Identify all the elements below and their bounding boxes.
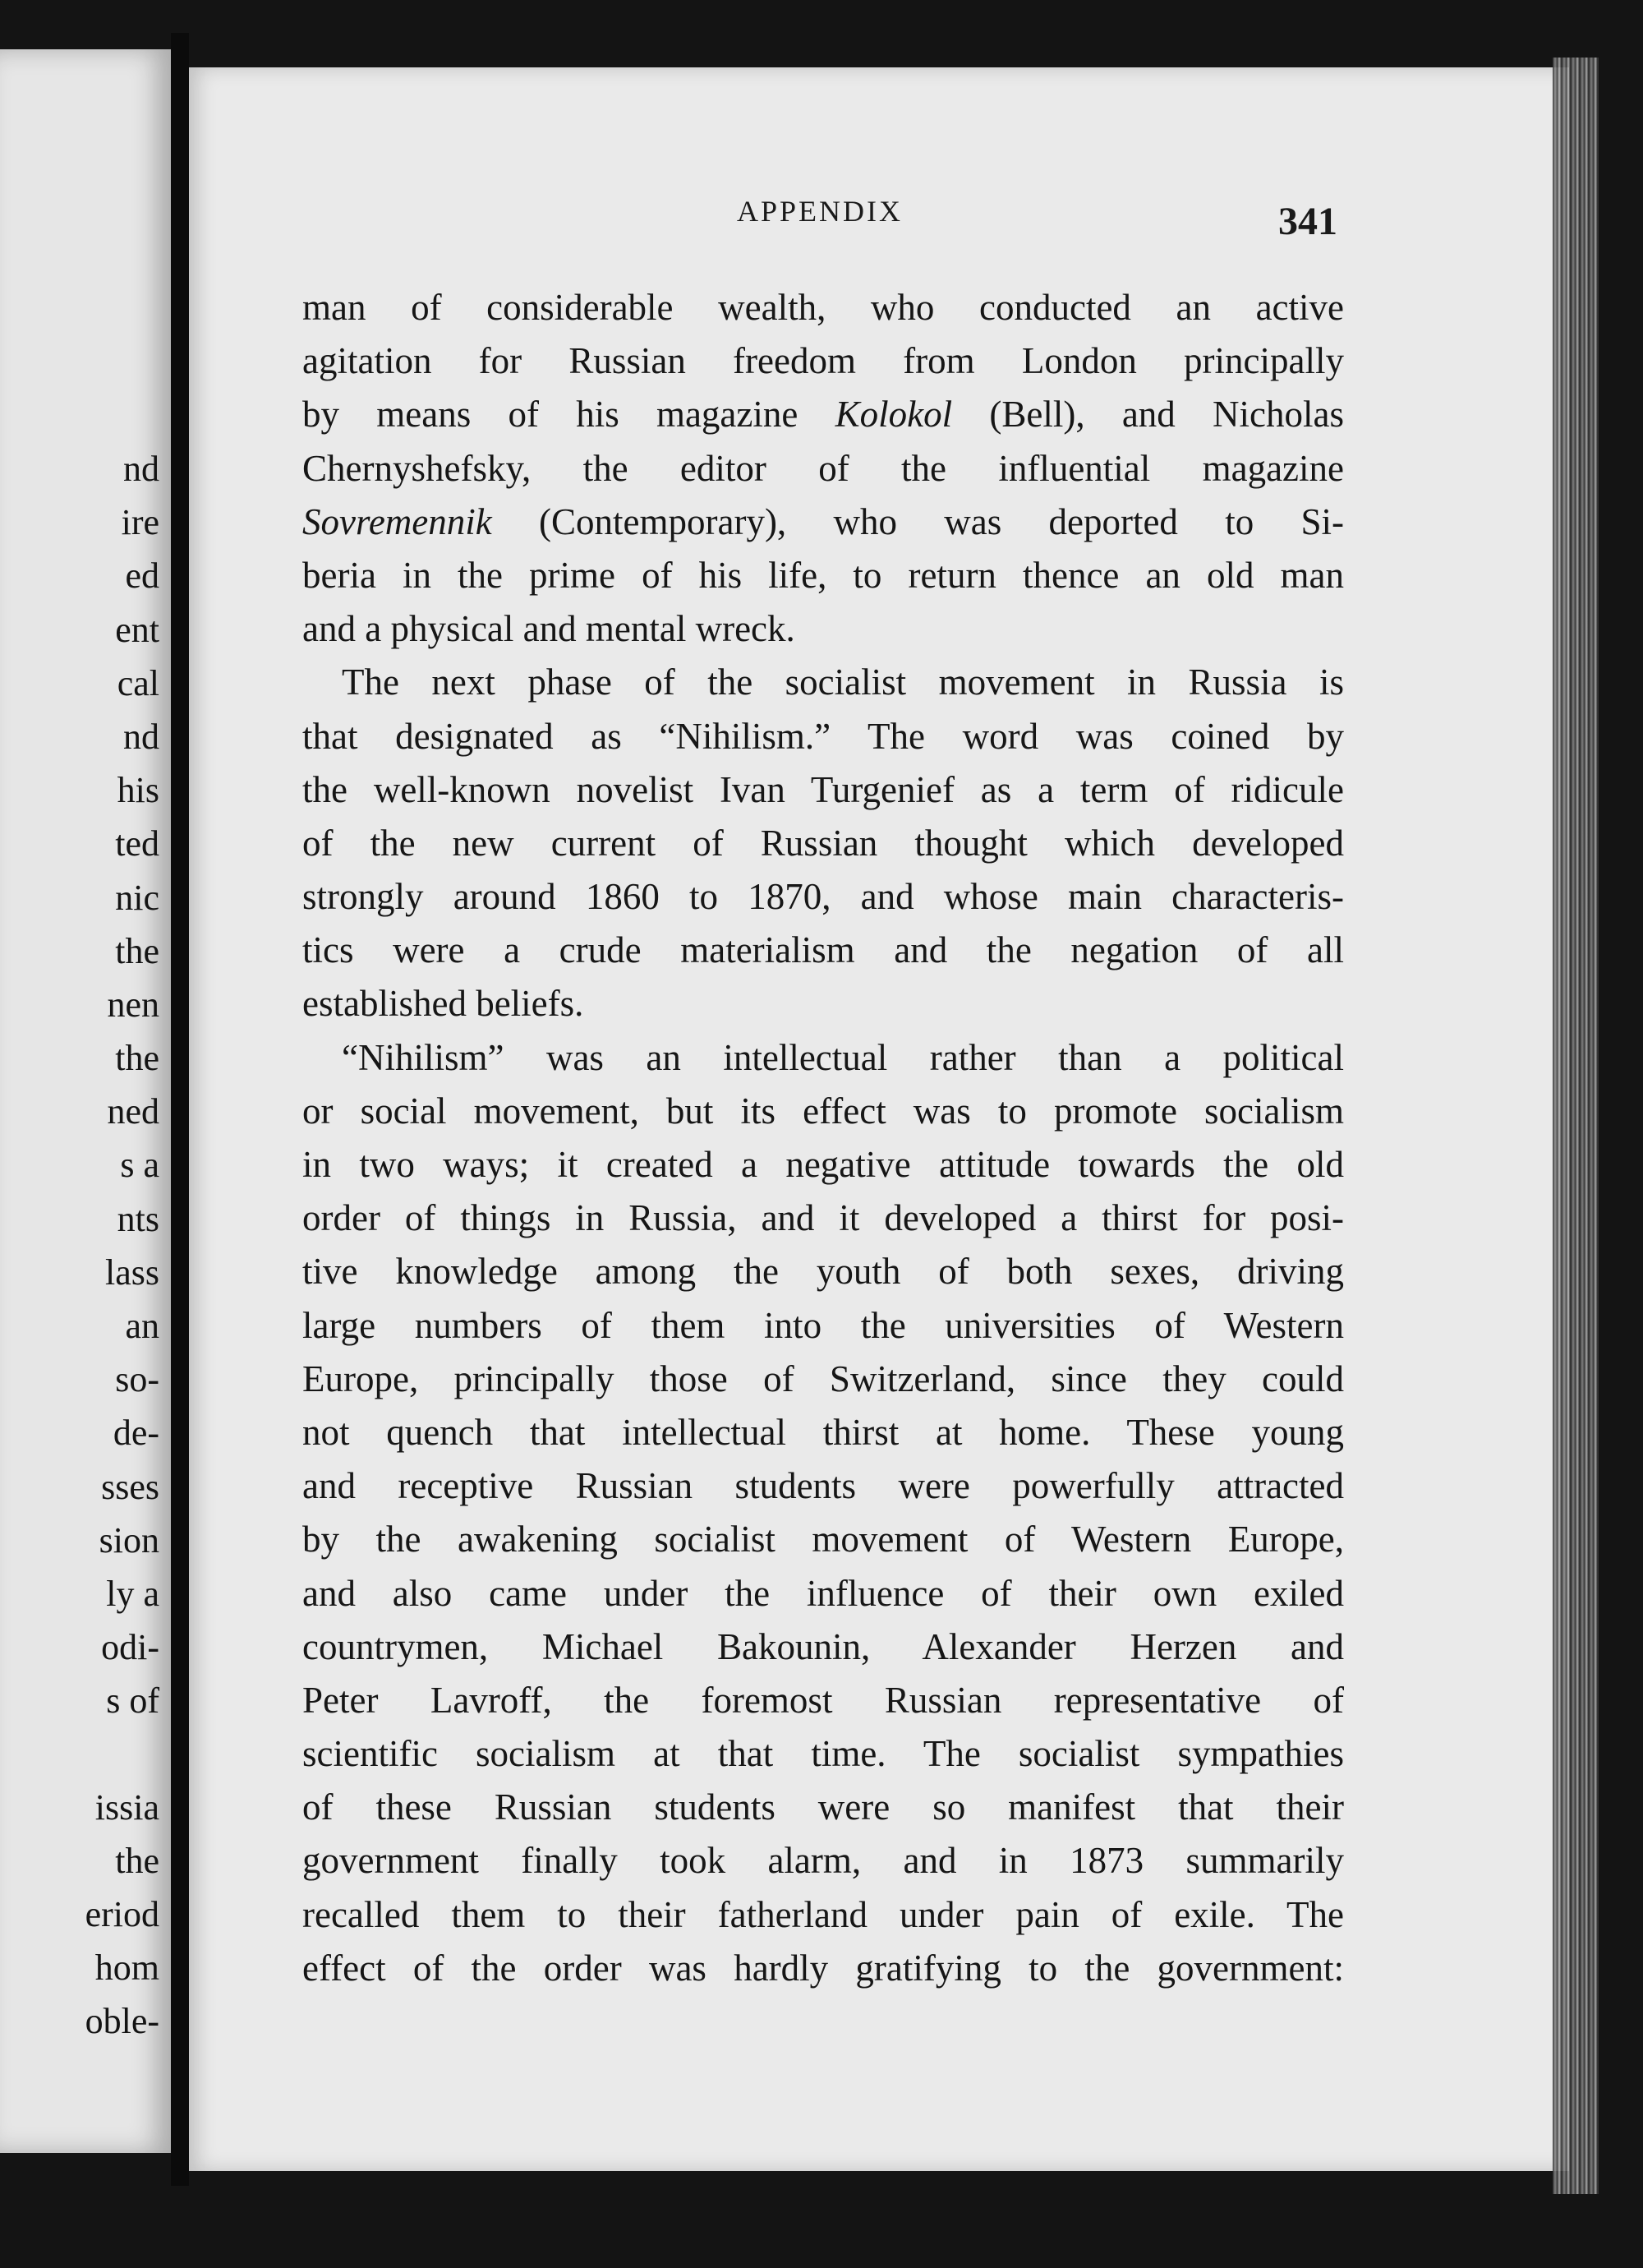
left-page-fragment: ned — [107, 1091, 159, 1132]
left-page-fragment: nd — [123, 449, 159, 489]
left-page-fragment: odi- — [101, 1627, 159, 1668]
body-text — [302, 281, 1344, 1995]
magazine-title-kolokol: Kolokol — [835, 394, 953, 436]
text-line: of the new current of Russian thought which developed — [302, 822, 1344, 864]
left-page-fragment: issia — [94, 1786, 159, 1828]
left-page-fragment: cal — [117, 662, 159, 703]
text-line: established beliefs. — [302, 983, 584, 1025]
left-page-text-fragments — [0, 442, 164, 2048]
text-line: tics were a crude materialism and the negation of all — [302, 929, 1344, 971]
text-run: (Bell), and Nicholas — [952, 394, 1345, 436]
left-page-fragment: an — [125, 1306, 159, 1346]
text-line: large numbers of them into the universities of Western — [302, 1304, 1344, 1346]
left-page-fragment: ly a — [106, 1573, 159, 1614]
text-line: “Nihilism” was an intellectual rather than a political — [342, 1036, 1344, 1078]
left-page-fragment: ent — [115, 609, 159, 650]
text-line: or social movement, but its effect was to promote socialism — [302, 1090, 1344, 1132]
left-page-fragment: his — [117, 770, 159, 811]
text-line: order of things in Russia, and it developed a thirst for posi- — [302, 1197, 1344, 1239]
left-page-fragment: ed — [125, 555, 159, 597]
left-page-fragment: nd — [123, 716, 159, 757]
running-head: APPENDIX — [737, 195, 904, 228]
text-line: Chernyshefsky, the editor of the influential magazine — [302, 447, 1344, 489]
text-line: government finally took alarm, and in 1873 summarily — [302, 1840, 1344, 1882]
text-line: the well-known novelist Ivan Turgenief as a term of ridicule — [302, 768, 1344, 810]
text-line: recalled them to their fatherland under pain of exile. The — [302, 1893, 1344, 1935]
text-line: of these Russian students were so manifest that their — [302, 1786, 1344, 1828]
text-line: and receptive Russian students were powerfully attracted — [302, 1465, 1344, 1507]
left-page-fragment: lass — [105, 1252, 159, 1293]
left-page-fragment: nic — [115, 877, 159, 918]
text-line: The next phase of the socialist movement in Russia is — [342, 662, 1344, 703]
text-line: Peter Lavroff, the foremost Russian representative of — [302, 1679, 1344, 1721]
left-page-fragment: ire — [121, 502, 159, 543]
left-page-fragment: s a — [120, 1145, 159, 1186]
left-page-fragment: hom — [94, 1948, 159, 1989]
left-page-fragment: the — [115, 930, 159, 971]
text-line: Europe, principally those of Switzerland, since they could — [302, 1358, 1344, 1399]
text-line: strongly around 1860 to 1870, and whose main characteris- — [302, 876, 1344, 918]
left-page-fragment: eriod — [85, 1893, 159, 1934]
text-line: by the awakening socialist movement of Western Europe, — [302, 1519, 1344, 1560]
text-line: scientific socialism at that time. The socialist sympathies — [302, 1733, 1344, 1775]
text-line: not quench that intellectual thirst at home. These young — [302, 1411, 1344, 1453]
text-run: (Contemporary), who was deported to Si- — [491, 500, 1344, 542]
text-line: tive knowledge among the youth of both sexes, driving — [302, 1251, 1344, 1293]
text-line: and also came under the influence of their own exiled — [302, 1572, 1344, 1614]
left-page-fragment: the — [115, 1840, 159, 1881]
left-facing-page — [0, 49, 171, 2153]
left-page-fragment: so- — [115, 1359, 159, 1400]
left-page-fragment: nts — [117, 1198, 159, 1239]
left-page-fragment: sion — [99, 1519, 159, 1560]
text-line: and a physical and mental wreck. — [302, 608, 795, 650]
left-page-fragment — [0, 1728, 164, 1781]
text-line: man of considerable wealth, who conducted an active — [302, 287, 1344, 328]
text-line: beria in the prime of his life, to return thence an old man — [302, 554, 1344, 596]
left-page-fragment: de- — [113, 1413, 159, 1454]
text-line: that designated as “Nihilism.” The word was coined by — [302, 715, 1344, 757]
left-page-fragment: oble- — [85, 2001, 159, 2042]
left-page-fragment: the — [115, 1038, 159, 1079]
page-edge-stack — [1553, 58, 1599, 2194]
left-page-fragment: nen — [107, 984, 159, 1025]
text-line — [302, 496, 1344, 549]
left-page-fragment: ted — [115, 823, 159, 864]
text-run: by means of his magazine — [302, 394, 835, 436]
text-line — [302, 388, 1344, 441]
book-gutter — [171, 33, 189, 2186]
text-line: in two ways; it created a negative attitude towards the old — [302, 1144, 1344, 1185]
text-line: effect of the order was hardly gratifying to the government: — [302, 1947, 1344, 1989]
left-page-fragment: sses — [101, 1466, 159, 1507]
text-line: countrymen, Michael Bakounin, Alexander Herzen and — [302, 1625, 1344, 1667]
text-line: agitation for Russian freedom from London principally — [302, 340, 1344, 382]
left-page-fragment: s of — [106, 1680, 159, 1722]
page-number: 341 — [1278, 200, 1337, 243]
magazine-title-sovremennik: Sovremennik — [302, 500, 492, 542]
